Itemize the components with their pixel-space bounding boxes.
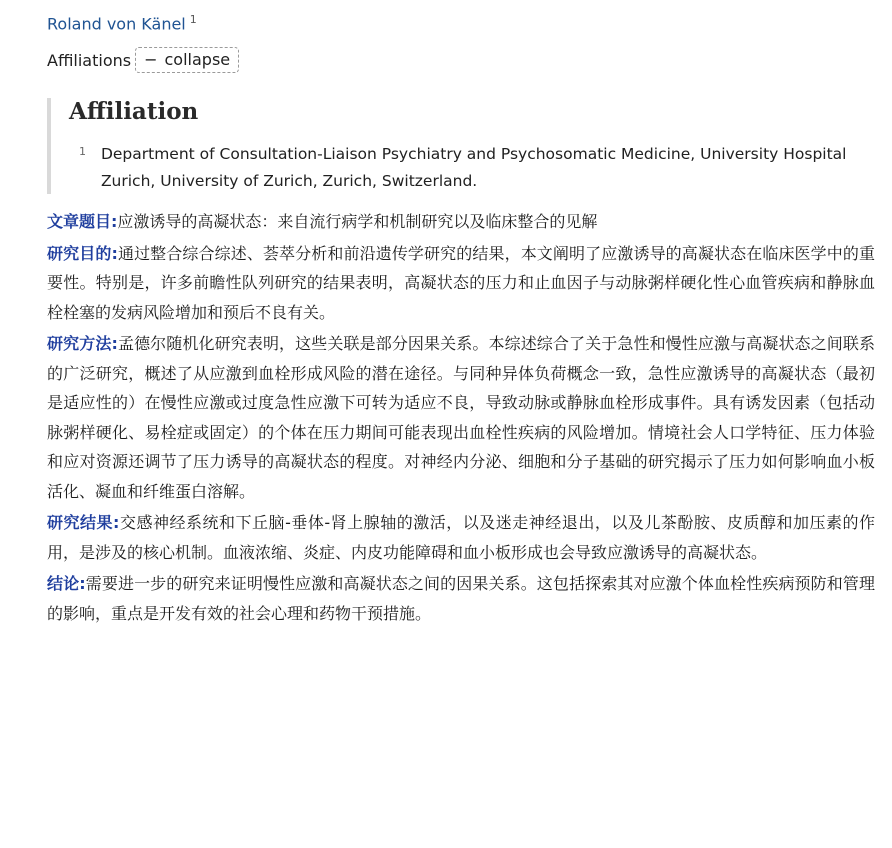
methods-text: 孟德尔随机化研究表明，这些关联是部分因果关系。本综述综合了关于急性和慢性应激与高凝状态之间联系的广泛研究，概述了从应激到血栓形成风险的潜在途径。与同种异体负荷概念一致，急性应激诱导的高凝状态（最初是适应性的）在慢性应激或过度急性应激下可转为适应不良，导致动脉或静脉血栓形成事件。具有诱发因素（包括动脉粥样硬化、易栓症或固定）的个体在压力期间可能表现出血栓性疾病的风险增加。情境社会人口学特征、压力体验和应对资源还调节了压力诱导的高凝状态的程度。对神经内分泌、细胞和分子基础的研究揭示了压力如何影响血小板活化、凝血和纤维蛋白溶解。 [47,334,875,501]
affiliation-text: Department of Consultation-Liaison Psychiatry and Psychosomatic Medicine, University Hospital Zurich, University of Zurich, Zurich, Switzerland. [100,145,847,190]
author-name-link[interactable]: Roland von Känel [47,14,186,34]
affiliation-heading: Affiliation [69,98,199,125]
author-affiliation-superscript[interactable]: 1 [189,13,197,26]
conclusion-text: 需要进一步的研究来证明慢性应激和高凝状态之间的因果关系。这包括探索其对应激个体血栓性疾病预防和管理的影响，重点是开发有效的社会心理和药物干预措施。 [47,574,875,623]
minus-icon: − [144,50,158,69]
affiliation-panel [47,98,886,194]
author-line [47,8,197,36]
objective-label: 研究目的: [47,243,118,263]
abstract-section [47,207,875,630]
results-label: 研究结果: [47,513,120,532]
collapse-button-label: collapse [164,50,231,69]
affiliation-item [79,142,879,195]
methods-label: 研究方法: [47,334,118,353]
objective-paragraph [47,239,875,328]
title-label: 文章题目: [47,212,118,231]
methods-paragraph [47,329,875,506]
affiliations-label: Affiliations [47,50,132,70]
affiliation-number: 1 [79,145,86,158]
conclusion-label: 结论: [47,574,86,593]
collapse-button[interactable] [135,47,239,73]
objective-text: 通过整合综合综述、荟萃分析和前沿遗传学研究的结果，本文阐明了应激诱导的高凝状态在临床医学中的重要性。特别是，许多前瞻性队列研究的结果表明，高凝状态的压力和止血因子与动脉粥样硬化性心血管疾病和静脉血栓栓塞的发病风险增加和预后不良有关。 [47,243,875,322]
abstract-title-paragraph [47,207,875,237]
affiliations-toggle-row [47,47,239,73]
title-text: 应激诱导的高凝状态：来自流行病学和机制研究以及临床整合的见解 [117,212,598,231]
conclusion-paragraph [47,569,875,628]
results-paragraph [47,508,875,567]
results-text: 交感神经系统和下丘脑-垂体-肾上腺轴的激活，以及迷走神经退出，以及儿茶酚胺、皮质醇和加压素的作用，是涉及的核心机制。血液浓缩、炎症、内皮功能障碍和血小板形成也会导致应激诱导的高凝状态。 [47,513,875,562]
